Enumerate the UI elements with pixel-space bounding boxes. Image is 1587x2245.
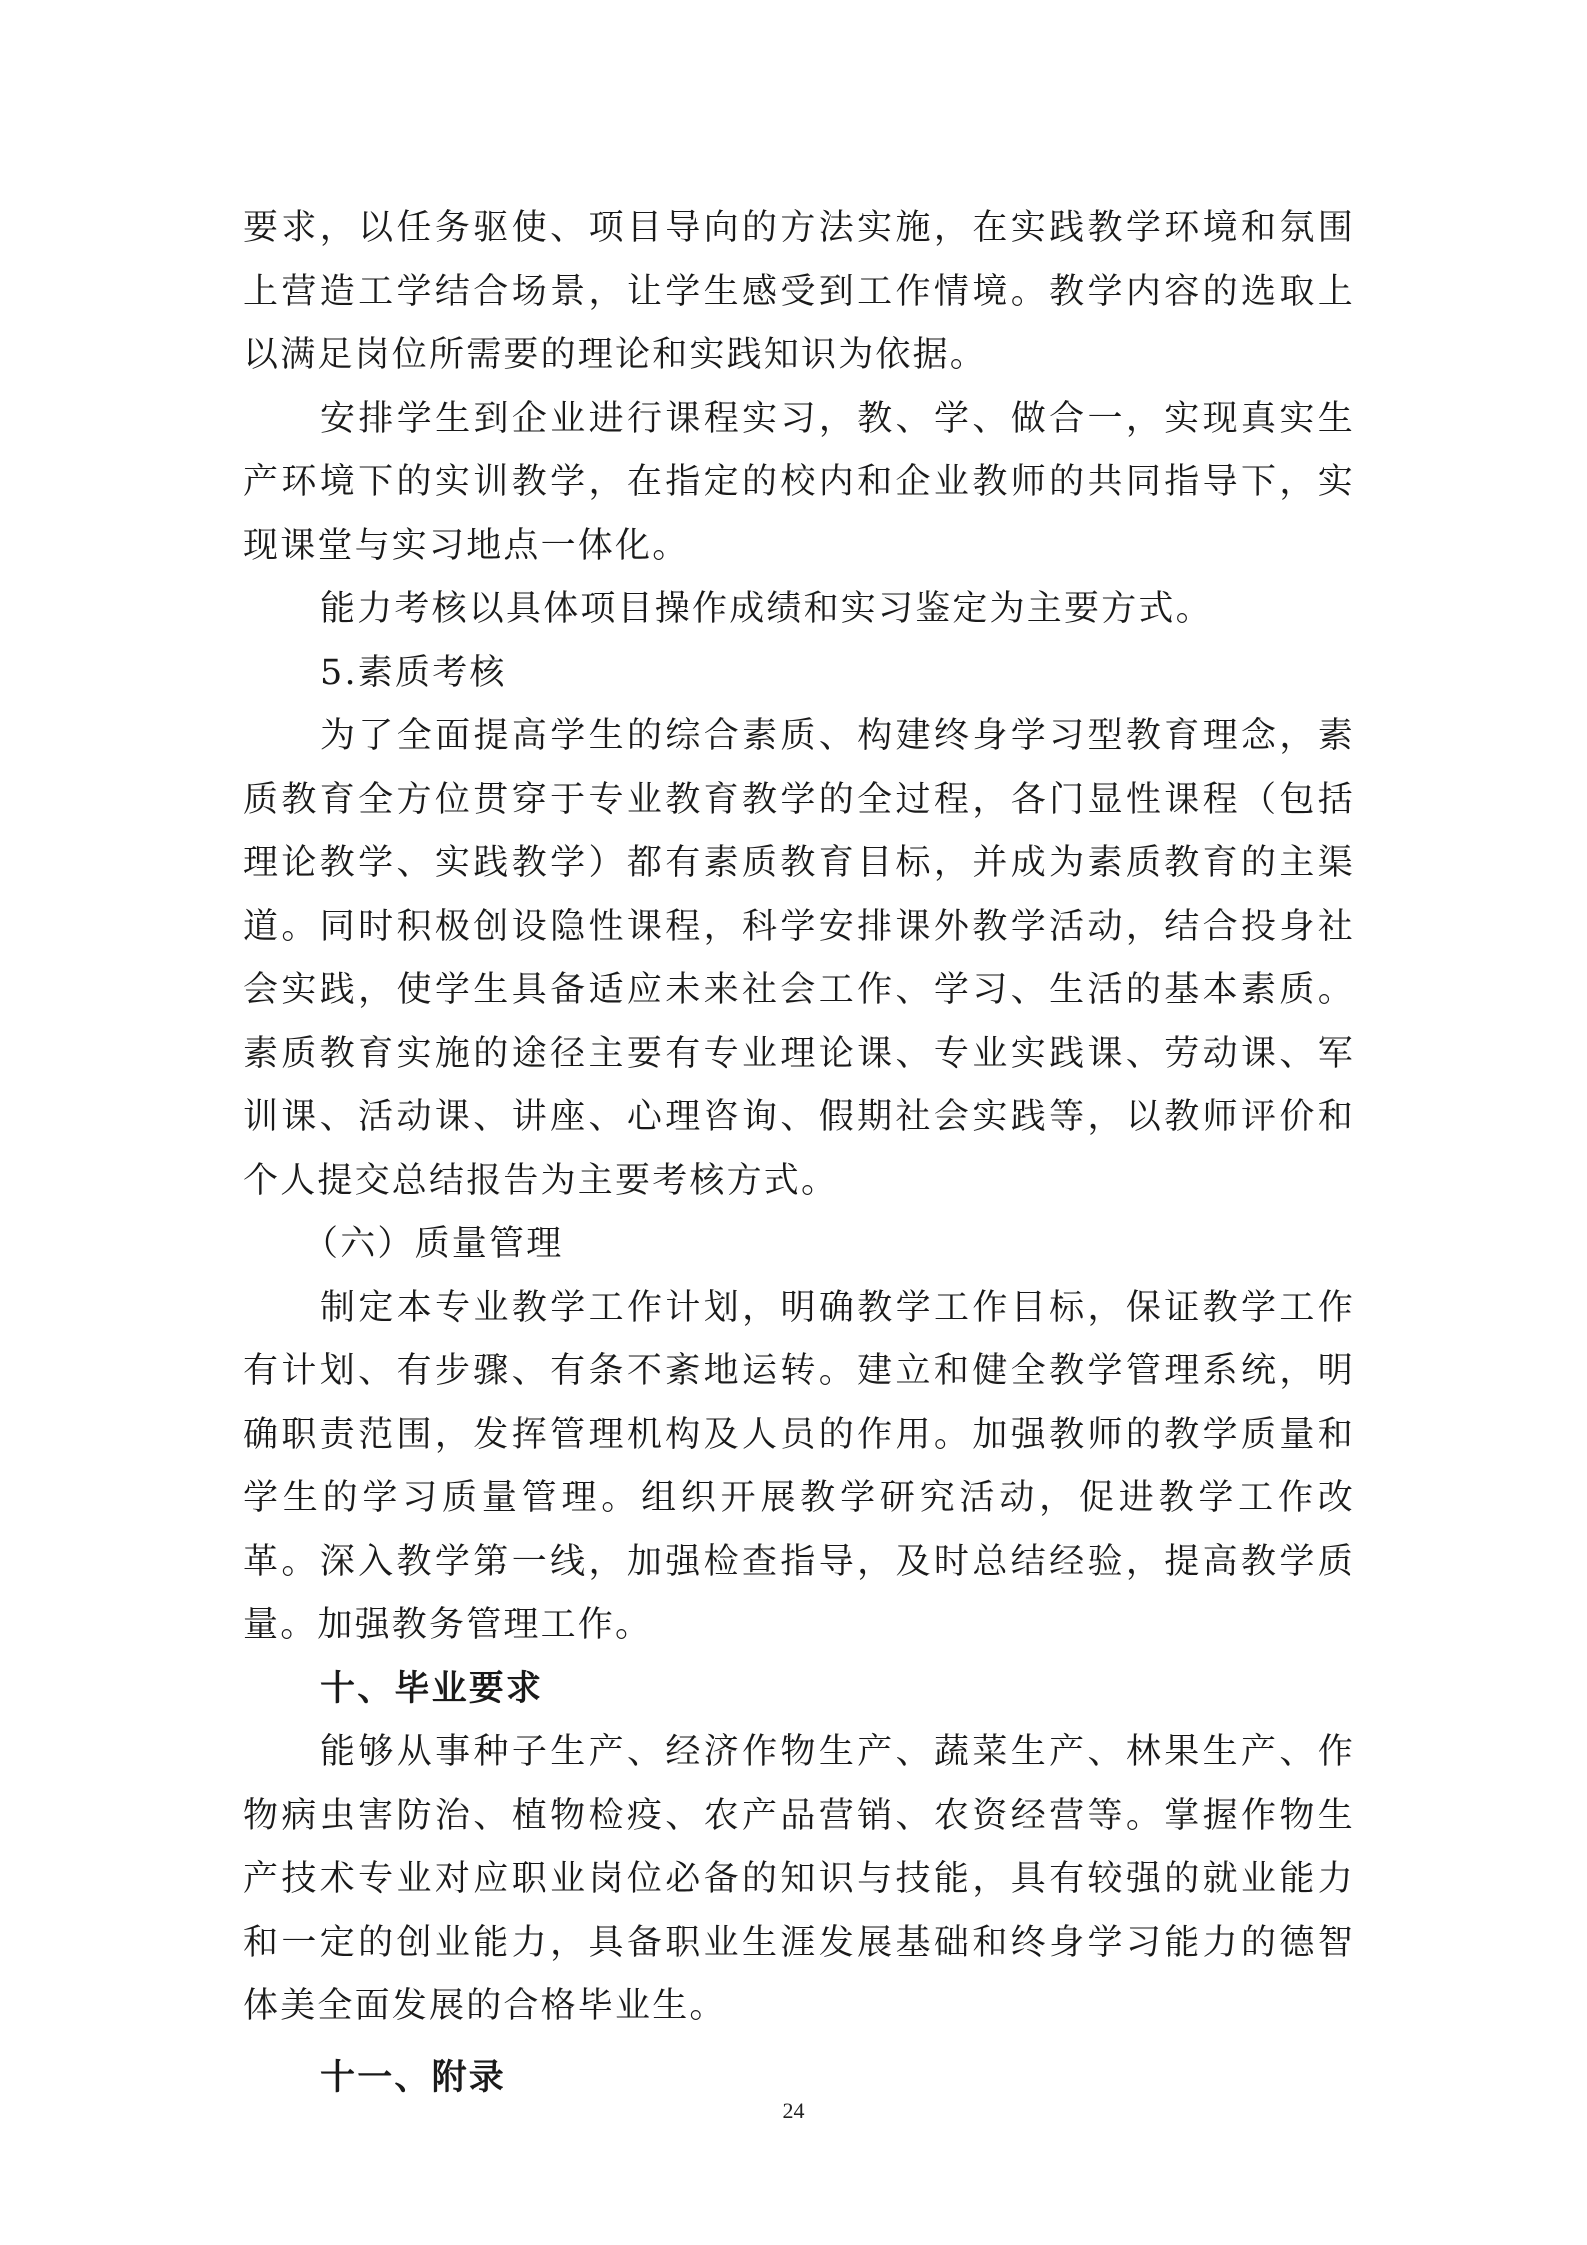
paragraph-quality-education: 为了全面提高学生的综合素质、构建终身学习型教育理念，素质教育全方位贯穿于专业教育教学的全过程，各门显性课程（包括理论教学、实践教学）都有素质教育目标，并成为素质教育的主渠道。同时积极创设隐性课程，科学安排课外教学活动，结合投身社会实践，使学生具备适应未来社会工作、学习、生活的基本素质。素质教育实施的途径主要有专业理论课、专业实践课、劳动课、军训课、活动课、讲座、心理咨询、假期社会实践等，以教师评价和个人提交总结报告为主要考核方式。 bbox=[243, 716, 1355, 1201]
page-content bbox=[243, 197, 1355, 2110]
section-quality-assessment-title: 5.素质考核 bbox=[320, 652, 507, 693]
paragraph-teaching-method: 要求，以任务驱使、项目导向的方法实施，在实践教学环境和氛围上营造工学结合场景，让学生感受到工作情境。教学内容的选取上以满足岗位所需要的理论和实践知识为依据。 bbox=[243, 208, 1355, 375]
spacer bbox=[243, 2039, 1355, 2047]
section-quality-management-title: （六）质量管理 bbox=[303, 1224, 564, 1264]
paragraph-quality-management: 制定本专业教学工作计划，明确教学工作目标，保证教学工作有计划、有步骤、有条不紊地运转。建立和健全教学管理系统，明确职责范围，发挥管理机构及人员的作用。加强教师的教学质量和学生的学习质量管理。组织开展教学研究活动，促进教学工作改革。深入教学第一线，加强检查指导，及时总结经验，提高教学质量。加强教务管理工作。 bbox=[243, 1287, 1355, 1645]
paragraph-internship: 安排学生到企业进行课程实习，教、学、做合一，实现真实生产环境下的实训教学，在指定的校内和企业教师的共同指导下，实现课堂与实习地点一体化。 bbox=[243, 398, 1355, 566]
paragraph-ability-assessment: 能力考核以具体项目操作成绩和实习鉴定为主要方式。 bbox=[320, 589, 1213, 629]
section-appendix-title: 十一、附录 bbox=[320, 2057, 507, 2098]
paragraph-graduation-requirements: 能够从事种子生产、经济作物生产、蔬菜生产、林果生产、作物病虫害防治、植物检疫、农产品营销、农资经营等。掌握作物生产技术专业对应职业岗位必备的知识与技能，具有较强的就业能力和一定的创业能力，具备职业生涯发展基础和终身学习能力的德智体美全面发展的合格毕业生。 bbox=[243, 1732, 1355, 2026]
section-graduation-requirements-title: 十、毕业要求 bbox=[320, 1668, 544, 1709]
page-number: 24 bbox=[782, 2098, 805, 2123]
